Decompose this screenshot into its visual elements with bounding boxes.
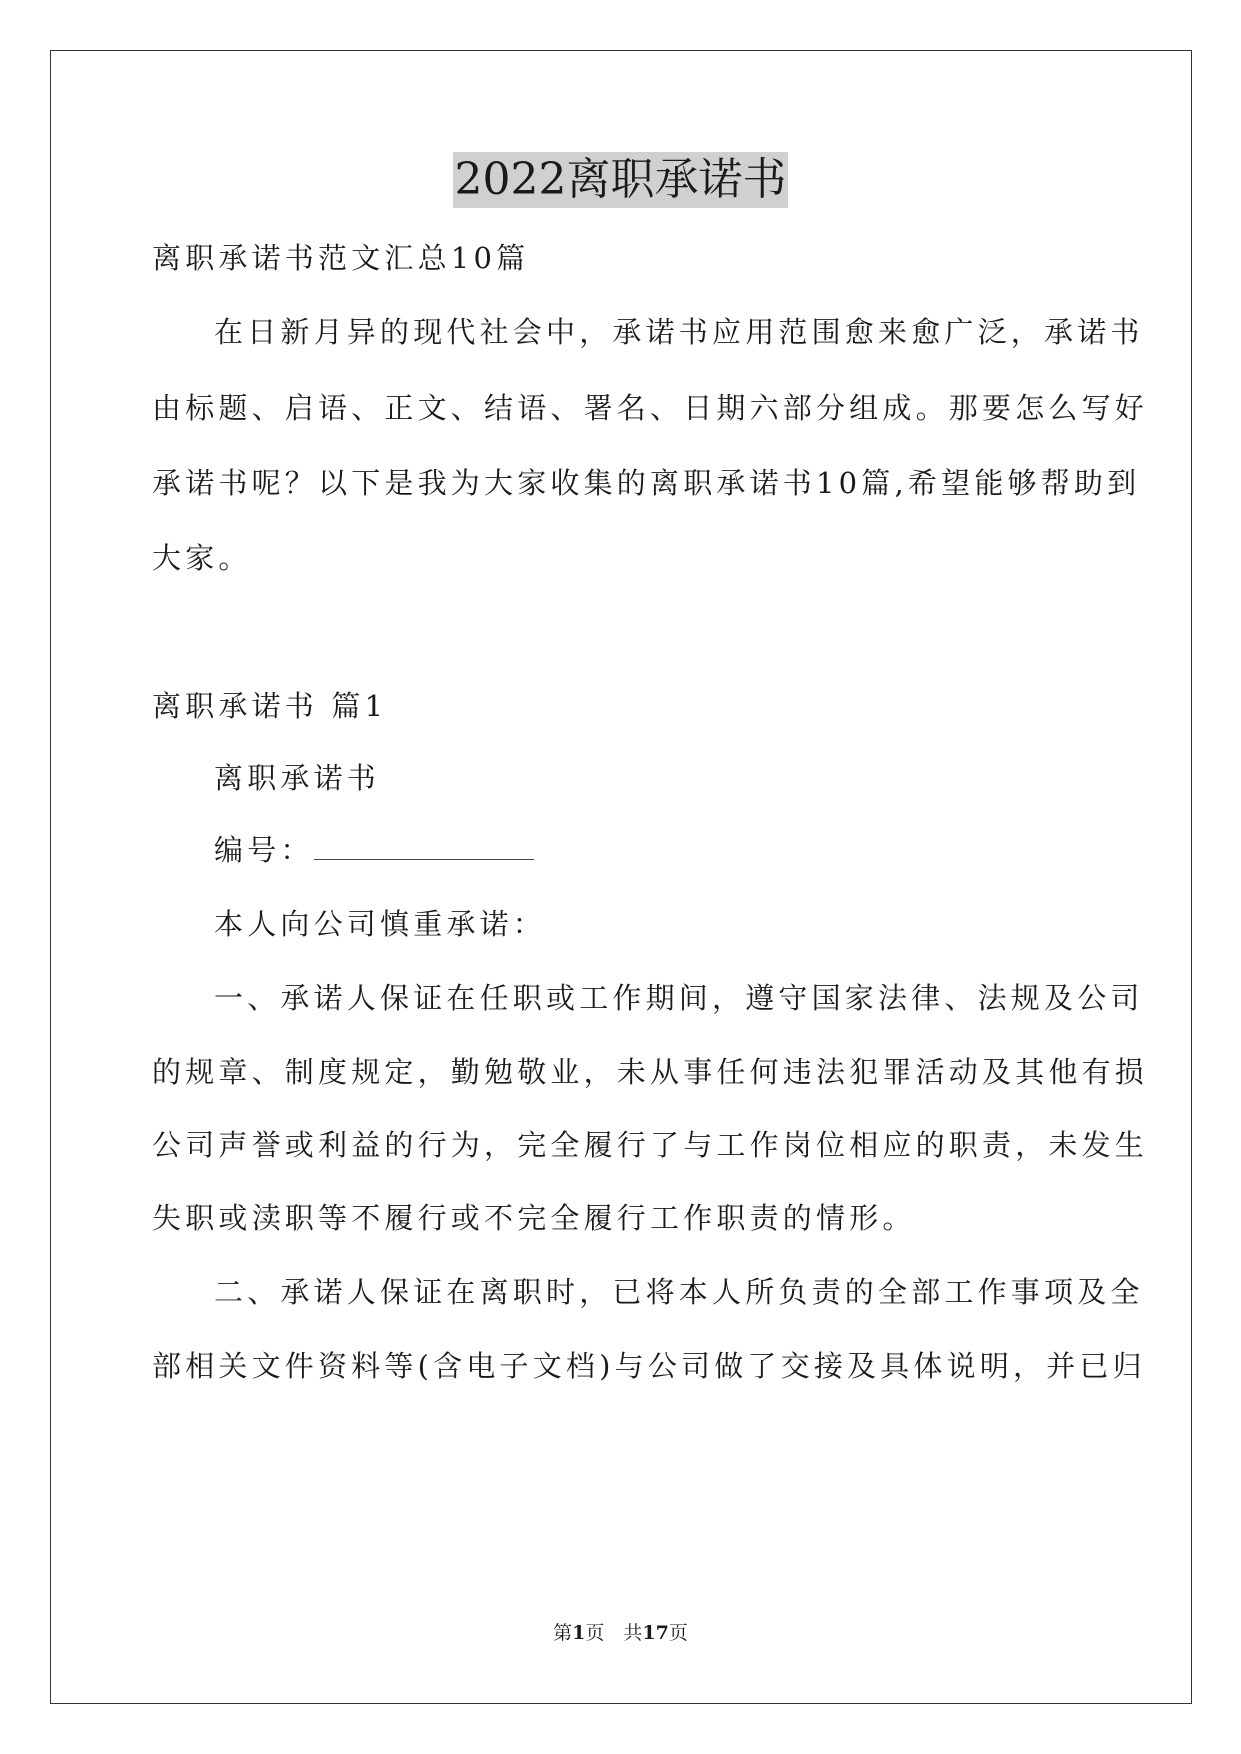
clause-line: 部相关文件资料等(含电子文档)与公司做了交接及具体说明，并已归 xyxy=(152,1349,1146,1383)
intro-line: 由标题、启语、正文、结语、署名、日期六部分组成。那要怎么写好 xyxy=(152,391,1149,425)
intro-line: 承诺书呢？以下是我为大家收集的离职承诺书10篇,希望能够帮助到 xyxy=(152,466,1141,500)
clause-line: 公司声誉或利益的行为，完全履行了与工作岗位相应的职责，未发生 xyxy=(152,1128,1149,1162)
document-title: 2022离职承诺书 xyxy=(453,152,789,208)
page-total: 17 xyxy=(642,1622,669,1644)
number-label: 编号： xyxy=(214,833,314,867)
page-current: 1 xyxy=(572,1622,586,1644)
intro-line: 大家。 xyxy=(152,541,252,575)
number-field xyxy=(214,830,1154,870)
number-blank-line xyxy=(314,835,534,860)
page-prefix: 第 xyxy=(553,1622,573,1644)
intro-line: 在日新月异的现代社会中，承诺书应用范围愈来愈广泛，承诺书 xyxy=(214,315,1144,349)
clause-line: 一、承诺人保证在任职或工作期间，遵守国家法律、法规及公司 xyxy=(214,981,1144,1015)
section-heading: 离职承诺书 篇1 xyxy=(152,689,388,723)
page-footer xyxy=(0,1620,1241,1646)
page-border xyxy=(50,50,1192,1704)
commitment-intro: 本人向公司慎重承诺： xyxy=(214,907,547,941)
letter-title: 离职承诺书 xyxy=(214,761,381,795)
page-mid: 页 共 xyxy=(585,1622,643,1644)
clause-line: 二、承诺人保证在离职时，已将本人所负责的全部工作事项及全 xyxy=(214,1275,1144,1309)
page-suffix: 页 xyxy=(668,1622,688,1644)
clause-line: 失职或渎职等不履行或不完全履行工作职责的情形。 xyxy=(152,1201,916,1235)
title-container xyxy=(0,152,1241,208)
clause-line: 的规章、制度规定，勤勉敬业，未从事任何违法犯罪活动及其他有损 xyxy=(152,1055,1149,1089)
document-subtitle: 离职承诺书范文汇总10篇 xyxy=(152,241,530,275)
